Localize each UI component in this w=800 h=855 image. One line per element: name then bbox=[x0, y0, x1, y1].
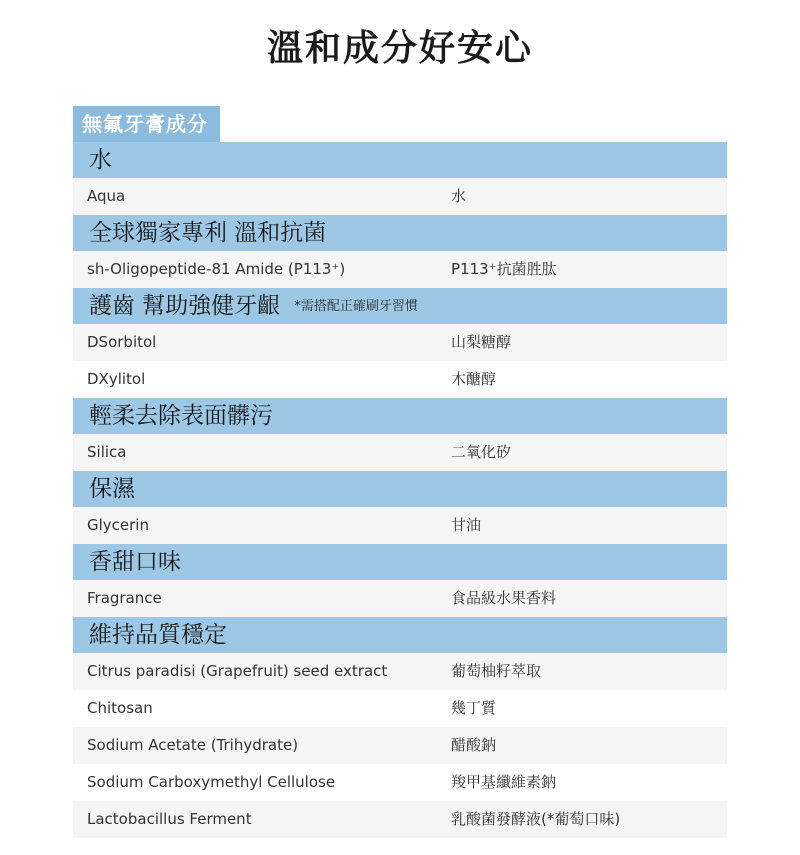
ingredient-inci-name: Citrus paradisi (Grapefruit) seed extract bbox=[87, 662, 388, 680]
section-header-text: 護齒 幫助強健牙齦 bbox=[89, 293, 281, 319]
ingredient-inci-name: DXylitol bbox=[87, 370, 146, 388]
ingredient-chinese-name: 乳酸菌發酵液(*葡萄口味) bbox=[451, 810, 621, 828]
section-header-text: 維持品質穩定 bbox=[89, 622, 227, 648]
ingredient-row bbox=[73, 178, 727, 215]
ingredient-row bbox=[73, 324, 727, 361]
ingredient-chinese-name: 葡萄柚籽萃取 bbox=[451, 662, 542, 680]
ingredient-chinese-name: 木醣醇 bbox=[451, 370, 497, 388]
ingredient-chinese-name: 羧甲基纖維素鈉 bbox=[451, 773, 557, 791]
section-header bbox=[73, 215, 727, 251]
section-header bbox=[73, 398, 727, 434]
ingredient-row bbox=[73, 434, 727, 471]
ingredient-inci-name: Glycerin bbox=[87, 516, 149, 534]
section-header-text: 香甜口味 bbox=[89, 549, 181, 575]
ingredient-inci-name: Silica bbox=[87, 443, 127, 461]
ingredient-row bbox=[73, 801, 727, 838]
ingredient-row bbox=[73, 653, 727, 690]
ingredient-chinese-name: P113⁺抗菌胜肽 bbox=[451, 260, 557, 278]
ingredient-row bbox=[73, 580, 727, 617]
ingredient-sections bbox=[73, 142, 727, 838]
ingredient-chinese-name: 水 bbox=[451, 187, 467, 205]
ingredient-chinese-name: 二氧化矽 bbox=[451, 443, 512, 461]
ingredient-inci-name: Fragrance bbox=[87, 589, 162, 607]
ingredient-row bbox=[73, 361, 727, 398]
ingredient-chinese-name: 食品級水果香料 bbox=[451, 589, 557, 607]
ingredient-inci-name: Chitosan bbox=[87, 699, 153, 717]
ingredient-inci-name: Sodium Acetate (Trihydrate) bbox=[87, 736, 299, 754]
section-header bbox=[73, 142, 727, 178]
section-header bbox=[73, 617, 727, 653]
ingredient-chinese-name: 甘油 bbox=[451, 516, 482, 534]
section-header-text: 水 bbox=[89, 147, 112, 173]
ingredient-inci-name: Sodium Carboxymethyl Cellulose bbox=[87, 773, 336, 791]
ingredient-row bbox=[73, 690, 727, 727]
ingredient-chinese-name: 山梨糖醇 bbox=[451, 333, 512, 351]
section-header-text: 保濕 bbox=[89, 476, 135, 502]
ingredient-row bbox=[73, 251, 727, 288]
section-header-text: 輕柔去除表面髒污 bbox=[89, 403, 273, 429]
section-header bbox=[73, 471, 727, 507]
section-header bbox=[73, 288, 727, 324]
table-label: 無氟牙膏成分 bbox=[73, 106, 220, 142]
ingredient-inci-name: sh-Oligopeptide-81 Amide (P113⁺) bbox=[87, 260, 346, 278]
page-title: 溫和成分好安心 bbox=[266, 28, 533, 69]
ingredient-row bbox=[73, 507, 727, 544]
ingredient-inci-name: DSorbitol bbox=[87, 333, 157, 351]
ingredients-table bbox=[73, 106, 727, 838]
ingredient-inci-name: Lactobacillus Ferment bbox=[87, 810, 252, 828]
section-header-text: 全球獨家專利 溫和抗菌 bbox=[89, 220, 327, 246]
ingredient-inci-name: Aqua bbox=[87, 187, 126, 205]
ingredient-row bbox=[73, 764, 727, 801]
ingredient-chinese-name: 醋酸鈉 bbox=[451, 736, 497, 754]
ingredient-chinese-name: 幾丁質 bbox=[451, 699, 497, 717]
ingredient-row bbox=[73, 727, 727, 764]
section-header bbox=[73, 544, 727, 580]
section-note: *需搭配正確刷牙習慣 bbox=[294, 298, 418, 314]
